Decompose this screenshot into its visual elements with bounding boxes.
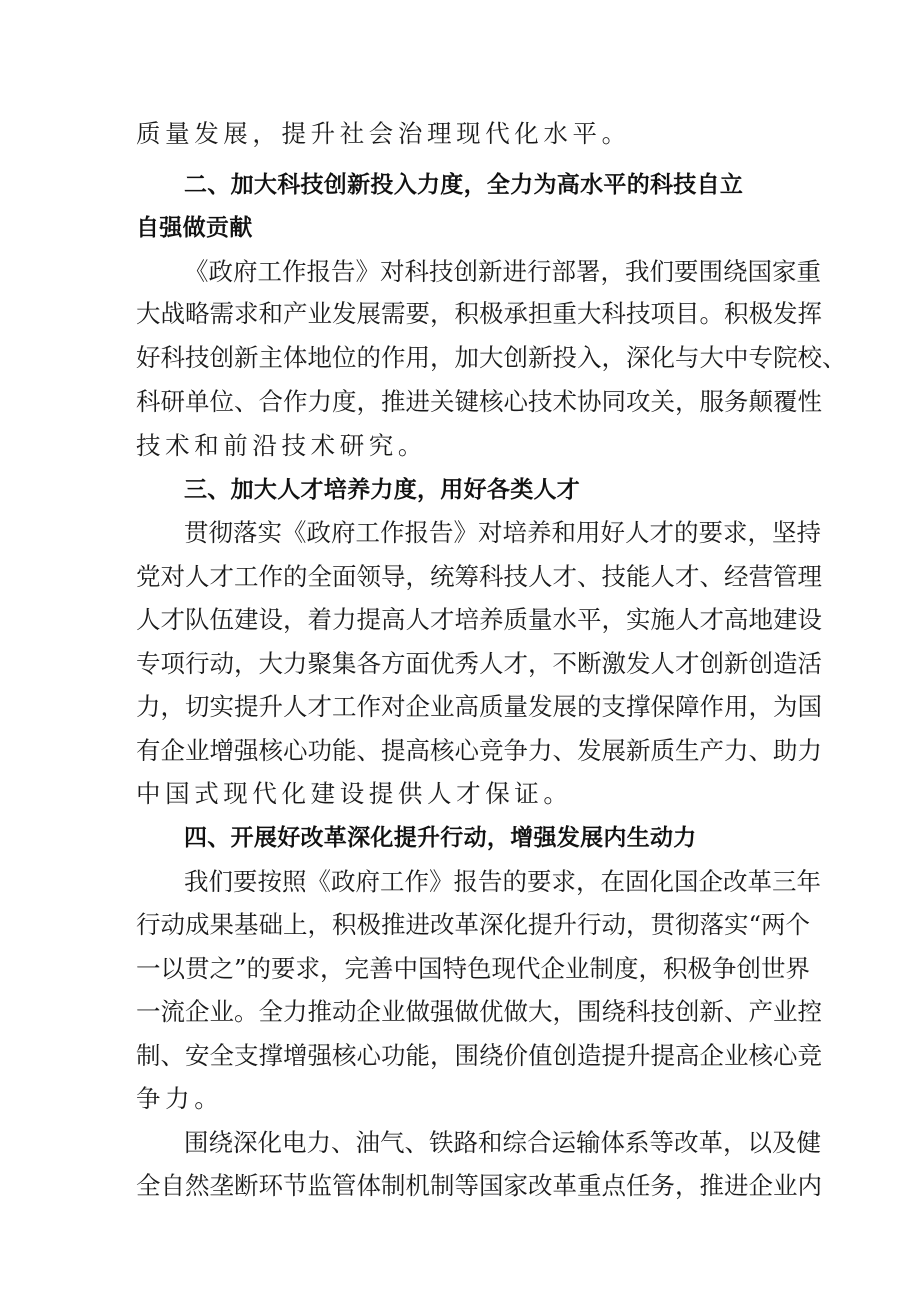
paragraph-line: 有企业增强核心功能、提高核心竞争力、发展新质生产力、助力 bbox=[136, 736, 822, 765]
paragraph-line: 力，切实提升人才工作对企业高质量发展的支撑保障作用，为国 bbox=[136, 692, 822, 721]
paragraph-line: 一流企业。全力推动企业做强做优做大，围绕科技创新、产业控 bbox=[136, 997, 822, 1026]
paragraph-line: 一以贯之”的要求，完善中国特色现代企业制度，积极争创世界 bbox=[136, 954, 811, 983]
paragraph-line: 争力。 bbox=[136, 1084, 224, 1113]
section-heading-2: 二、加大科技创新投入力度，全力为高水平的科技自立 bbox=[184, 172, 744, 198]
paragraph-line: 全自然垄断环节监管体制机制等国家改革重点任务，推进企业内 bbox=[136, 1171, 822, 1200]
paragraph-line: 围绕深化电力、油气、铁路和综合运输体系等改革，以及健 bbox=[184, 1128, 821, 1157]
paragraph-line: 中国式现代化建设提供人才保证。 bbox=[136, 779, 573, 808]
section-heading-2-continued: 自强做贡献 bbox=[136, 215, 253, 241]
section-heading-3: 三、加大人才培养力度，用好各类人才 bbox=[184, 477, 581, 503]
paragraph-line: 科研单位、合作力度，推进关键核心技术协同攻关，服务颠覆性 bbox=[136, 387, 822, 416]
paragraph-line: 我们要按照《政府工作》报告的要求，在固化国企改革三年 bbox=[184, 867, 821, 896]
paragraph-line: 好科技创新主体地位的作用，加大创新投入，深化与大中专院校、 bbox=[136, 343, 847, 372]
paragraph-line: 质量发展，提升社会治理现代化水平。 bbox=[136, 119, 631, 148]
paragraph-line: 人才队伍建设，着力提高人才培养质量水平，实施人才高地建设 bbox=[136, 605, 822, 634]
paragraph-line: 大战略需求和产业发展需要，积极承担重大科技项目。积极发挥 bbox=[136, 299, 822, 328]
paragraph-line: 党对人才工作的全面领导，统筹科技人才、技能人才、经营管理 bbox=[136, 562, 822, 591]
paragraph-line: 贯彻落实《政府工作报告》对培养和用好人才的要求，坚持 bbox=[184, 518, 821, 547]
section-heading-4: 四、开展好改革深化提升行动，增强发展内生动力 bbox=[184, 825, 697, 851]
paragraph-line: 《政府工作报告》对科技创新进行部署，我们要围绕国家重 bbox=[184, 257, 821, 286]
paragraph-line: 行动成果基础上，积极推进改革深化提升行动，贯彻落实“两个 bbox=[136, 910, 811, 939]
paragraph-line: 技术和前沿技术研究。 bbox=[136, 431, 427, 460]
paragraph-line: 制、安全支撑增强核心功能，围绕价值创造提升提高企业核心竞 bbox=[136, 1041, 822, 1070]
paragraph-line: 专项行动，大力聚集各方面优秀人才，不断激发人才创新创造活 bbox=[136, 649, 822, 678]
